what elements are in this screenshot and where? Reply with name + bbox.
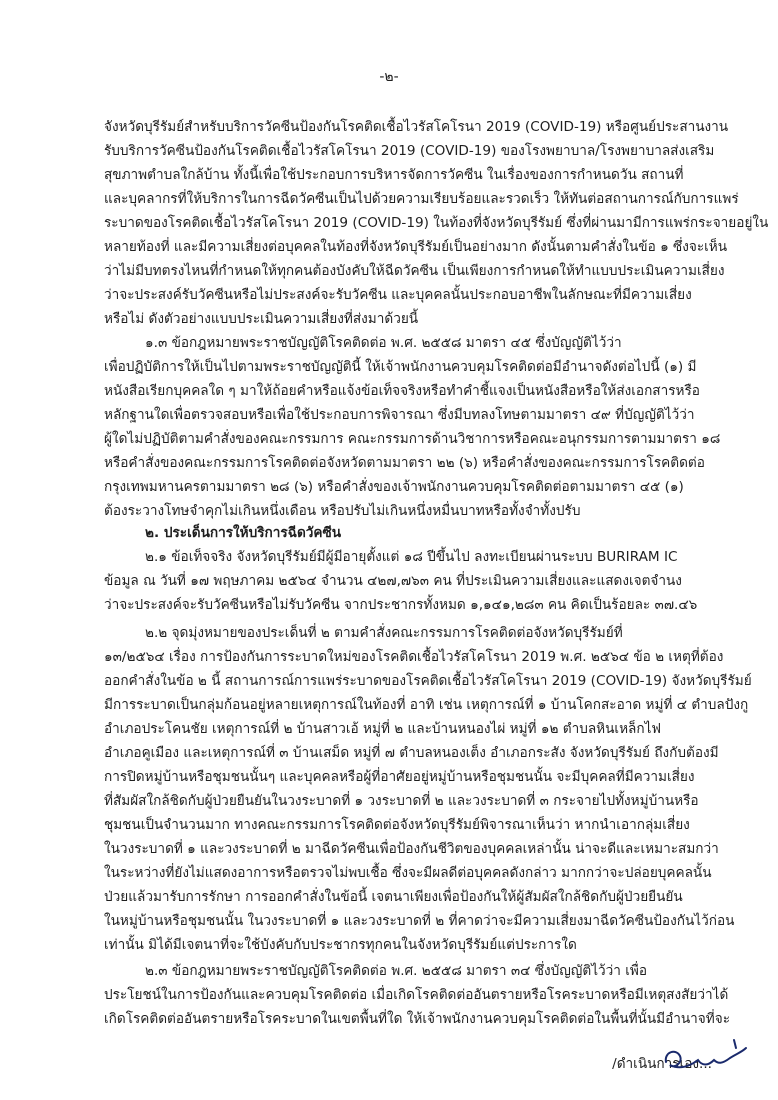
text-line: หนังสือเรียกบุคคลใด ๆ มาให้ถ้อยคำหรือแจ้งข้อเท็จจริงหรือทำคำชี้แจงเป็นหนังสือหรือให้ส่งเอกสารหรือ xyxy=(104,383,700,399)
text-line: สุขภาพตำบลใกล้บ้าน ทั้งนี้เพื่อใช้ประกอบการบริหารจัดการวัคซีน ในเรื่องของการกำหนดวัน สถานที่ xyxy=(104,167,684,183)
text-line: การปิดหมู่บ้านหรือชุมชนนั้นๆ และบุคคลหรือผู้ที่อาศัยอยู่หมู่บ้านหรือชุมชนนั้น จะมีบุคคลที่มีความเสี่ยง xyxy=(104,769,695,785)
text-line: ออกคำสั่งในข้อ ๒ นี้ สถานการณ์การแพร่ระบาดของโรคติดเชื้อไวรัสโคโรนา 2019 (COVID-19) จังหวัดบุรีรัมย์ xyxy=(104,673,752,689)
text-line: ว่าจะประสงค์รับวัคซีนหรือไม่ประสงค์จะรับวัคซีน และบุคคลนั้นประกอบอาชีพในลักษณะที่มีความเสี่ยง xyxy=(104,287,692,303)
text-line: ในหมู่บ้านหรือชุมชนนั้น ในวงระบาดที่ ๑ และวงระบาดที่ ๒ ที่คาดว่าจะมีความเสี่ยงมาฉีดวัคซีนป้องกันไว้ก่อน xyxy=(104,913,735,929)
text-line: อำเภอคูเมือง และเหตุการณ์ที่ ๓ บ้านเสม็ด หมู่ที่ ๗ ตำบลหนองเต็ง อำเภอกระสัง จังหวัดบุรีรัมย์ ถึงกับต้องมี xyxy=(104,745,719,761)
text-line: ประโยชน์ในการป้องกันและควบคุมโรคติดต่อ เมื่อเกิดโรคติดต่ออันตรายหรือโรคระบาดหรือมีเหตุสงสัยว่าได้ xyxy=(104,987,729,1003)
text-line: ที่สัมผัสใกล้ชิดกับผู้ป่วยยืนยันในวงระบาดที่ ๑ วงระบาดที่ ๒ และวงระบาดที่ ๓ กระจายไปทั้งหมู่บ้านหรือ xyxy=(104,793,699,809)
text-line: หรือไม่ ดังตัวอย่างแบบประเมินความเสี่ยงที่ส่งมาด้วยนี้ xyxy=(104,311,419,327)
text-line: ชุมชนเป็นจำนวนมาก ทางคณะกรรมการโรคติดต่อจังหวัดบุรีรัมย์พิจารณาเห็นว่า หากนำเอากลุ่มเสี่ยง xyxy=(104,817,690,833)
text-line: จังหวัดบุรีรัมย์สำหรับบริการวัคซีนป้องกันโรคติดเชื้อไวรัสโคโรนา 2019 (COVID-19) หรือศูนย์ประสานงาน xyxy=(104,119,729,135)
text-line: ในวงระบาดที่ ๑ และวงระบาดที่ ๒ มาฉีดวัคซีนเพื่อป้องกันชีวิตของบุคคลเหล่านั้น น่าจะดีและเหมาะสมกว่า xyxy=(104,841,719,857)
text-line: เกิดโรคติดต่ออันตรายหรือโรคระบาดในเขตพื้นที่ใด ให้เจ้าพนักงานควบคุมโรคติดต่อในพื้นที่นั้นมีอำนาจที่จะ xyxy=(104,1011,730,1027)
text-line: รับบริการวัคซีนป้องกันโรคติดเชื้อไวรัสโคโรนา 2019 (COVID-19) ของโรงพยาบาล/โรงพยาบาลส่งเสริม xyxy=(104,143,715,159)
continuation-note: /ดำเนินการเอง... xyxy=(612,1056,712,1072)
section-heading: ๒. ประเด็นการให้บริการฉีดวัคซีน xyxy=(145,525,342,541)
text-line: ๑๓/๒๕๖๔ เรื่อง การป้องกันการระบาดใหม่ของโรคติดเชื้อไวรัสโคโรนา 2019 พ.ศ. ๒๕๖๔ ข้อ ๒ เหตุที่ต้อง xyxy=(104,649,724,665)
text-line: หลักฐานใดเพื่อตรวจสอบหรือเพื่อใช้ประกอบการพิจารณา ซึ่งมีบทลงโทษตามมาตรา ๔๙ ที่บัญญัติไว้ว่า xyxy=(104,407,695,423)
text-line: เท่านั้น มิได้มีเจตนาที่จะใช้บังคับกับประชากรทุกคนในจังหวัดบุรีรัมย์แต่ประการใด xyxy=(104,937,577,953)
text-line: หรือคำสั่งของคณะกรรมการโรคติดต่อจังหวัดตามมาตรา ๒๒ (๖) หรือคำสั่งของคณะกรรมการโรคติดต่อ xyxy=(104,455,705,471)
text-line: ว่าไม่มีบทตรงไหนที่กำหนดให้ทุกคนต้องบังคับให้ฉีดวัคซีน เป็นเพียงการกำหนดให้ทำแบบประเมินความเสี่ยง xyxy=(104,263,725,279)
text-line: ๑.๓ ข้อกฎหมายพระราชบัญญัติโรคติดต่อ พ.ศ. ๒๕๕๘ มาตรา ๔๕ ซึ่งบัญญัติไว้ว่า xyxy=(145,335,622,351)
text-line: ต้องระวางโทษจำคุกไม่เกินหนึ่งเดือน หรือปรับไม่เกินหนึ่งหมื่นบาทหรือทั้งจำทั้งปรับ xyxy=(104,503,581,519)
text-line: มีการระบาดเป็นกลุ่มก้อนอยู่หลายเหตุการณ์ในท้องที่ อาทิ เช่น เหตุการณ์ที่ ๑ บ้านโคกสะอาด หมู่ที่ ๔ ตำบลปังกู xyxy=(104,697,749,713)
text-line: ๒.๓ ข้อกฎหมายพระราชบัญญัติโรคติดต่อ พ.ศ. ๒๕๕๘ มาตรา ๓๔ ซึ่งบัญญัติไว้ว่า เพื่อ xyxy=(145,963,648,979)
text-line: กรุงเทพมหานครตามมาตรา ๒๘ (๖) หรือคำสั่งของเจ้าพนักงานควบคุมโรคติดต่อตามมาตรา ๔๕ (๑) xyxy=(104,479,684,495)
text-line: ผู้ใดไม่ปฏิบัติตามคำสั่งของคณะกรรมการ คณะกรรมการด้านวิชาการหรือคณะอนุกรรมการตามมาตรา ๑๘ xyxy=(104,431,721,447)
text-line: เพื่อปฏิบัติการให้เป็นไปตามพระราชบัญญัตินี้ ให้เจ้าพนักงานควบคุมโรคติดต่อมีอำนาจดังต่อไปนี้ (๑) มี xyxy=(104,359,697,375)
text-line: หลายท้องที่ และมีความเสี่ยงต่อบุคคลในท้องที่จังหวัดบุรีรัมย์เป็นอย่างมาก ดังนั้นตามคำสั่งในข้อ ๑ ซึ่งจะเห็น xyxy=(104,239,728,255)
text-line: ในระหว่างที่ยังไม่แสดงอาการหรือตรวจไม่พบเชื้อ ซึ่งจะมีผลดีต่อบุคคลดังกล่าว มากกว่าจะปล่อยบุคคลนั้น xyxy=(104,865,712,881)
text-line: ว่าจะประสงค์จะรับวัคซีนหรือไม่รับวัคซีน จากประชากรทั้งหมด ๑,๑๔๑,๒๘๓ คน คิดเป็นร้อยละ ๓๗.๔๖ xyxy=(104,597,698,613)
text-line: ๒.๑ ข้อเท็จจริง จังหวัดบุรีรัมย์มีผู้มีอายุตั้งแต่ ๑๘ ปีขึ้นไป ลงทะเบียนผ่านระบบ BURIRAM IC xyxy=(145,549,678,565)
signature-icon xyxy=(660,1036,750,1076)
text-line: และบุคลากรที่ให้บริการในการฉีดวัคซีนเป็นไปด้วยความเรียบร้อยและรวดเร็ว ให้ทันต่อสถานการณ์กับการแพร่ xyxy=(104,191,739,207)
text-line: ข้อมูล ณ วันที่ ๑๗ พฤษภาคม ๒๕๖๔ จำนวน ๔๒๗,๗๖๓ คน ที่ประเมินความเสี่ยงและแสดงเจตจำนง xyxy=(104,573,682,589)
text-line: ป่วยแล้วมารับการรักษา การออกคำสั่งในข้อนี้ เจตนาเพียงเพื่อป้องกันให้ผู้สัมผัสใกล้ชิดกับผู้ป่วยยืนยัน xyxy=(104,889,683,905)
text-line: อำเภอประโคนชัย เหตุการณ์ที่ ๒ บ้านสาวเอ้ หมู่ที่ ๒ และบ้านหนองไผ่ หมู่ที่ ๑๒ ตำบลหินเหล็กไฟ xyxy=(104,721,662,737)
text-line: ๒.๒ จุดมุ่งหมายของประเด็นที่ ๒ ตามคำสั่งคณะกรรมการโรคติดต่อจังหวัดบุรีรัมย์ที่ xyxy=(145,625,623,641)
page-number: -๒- xyxy=(379,69,399,85)
text-line: ระบาดของโรคติดเชื้อไวรัสโคโรนา 2019 (COVID-19) ในท้องที่จังหวัดบุรีรัมย์ ซึ่งที่ผ่านมามีการแพร่กระจายอยู่ใน xyxy=(104,215,769,231)
